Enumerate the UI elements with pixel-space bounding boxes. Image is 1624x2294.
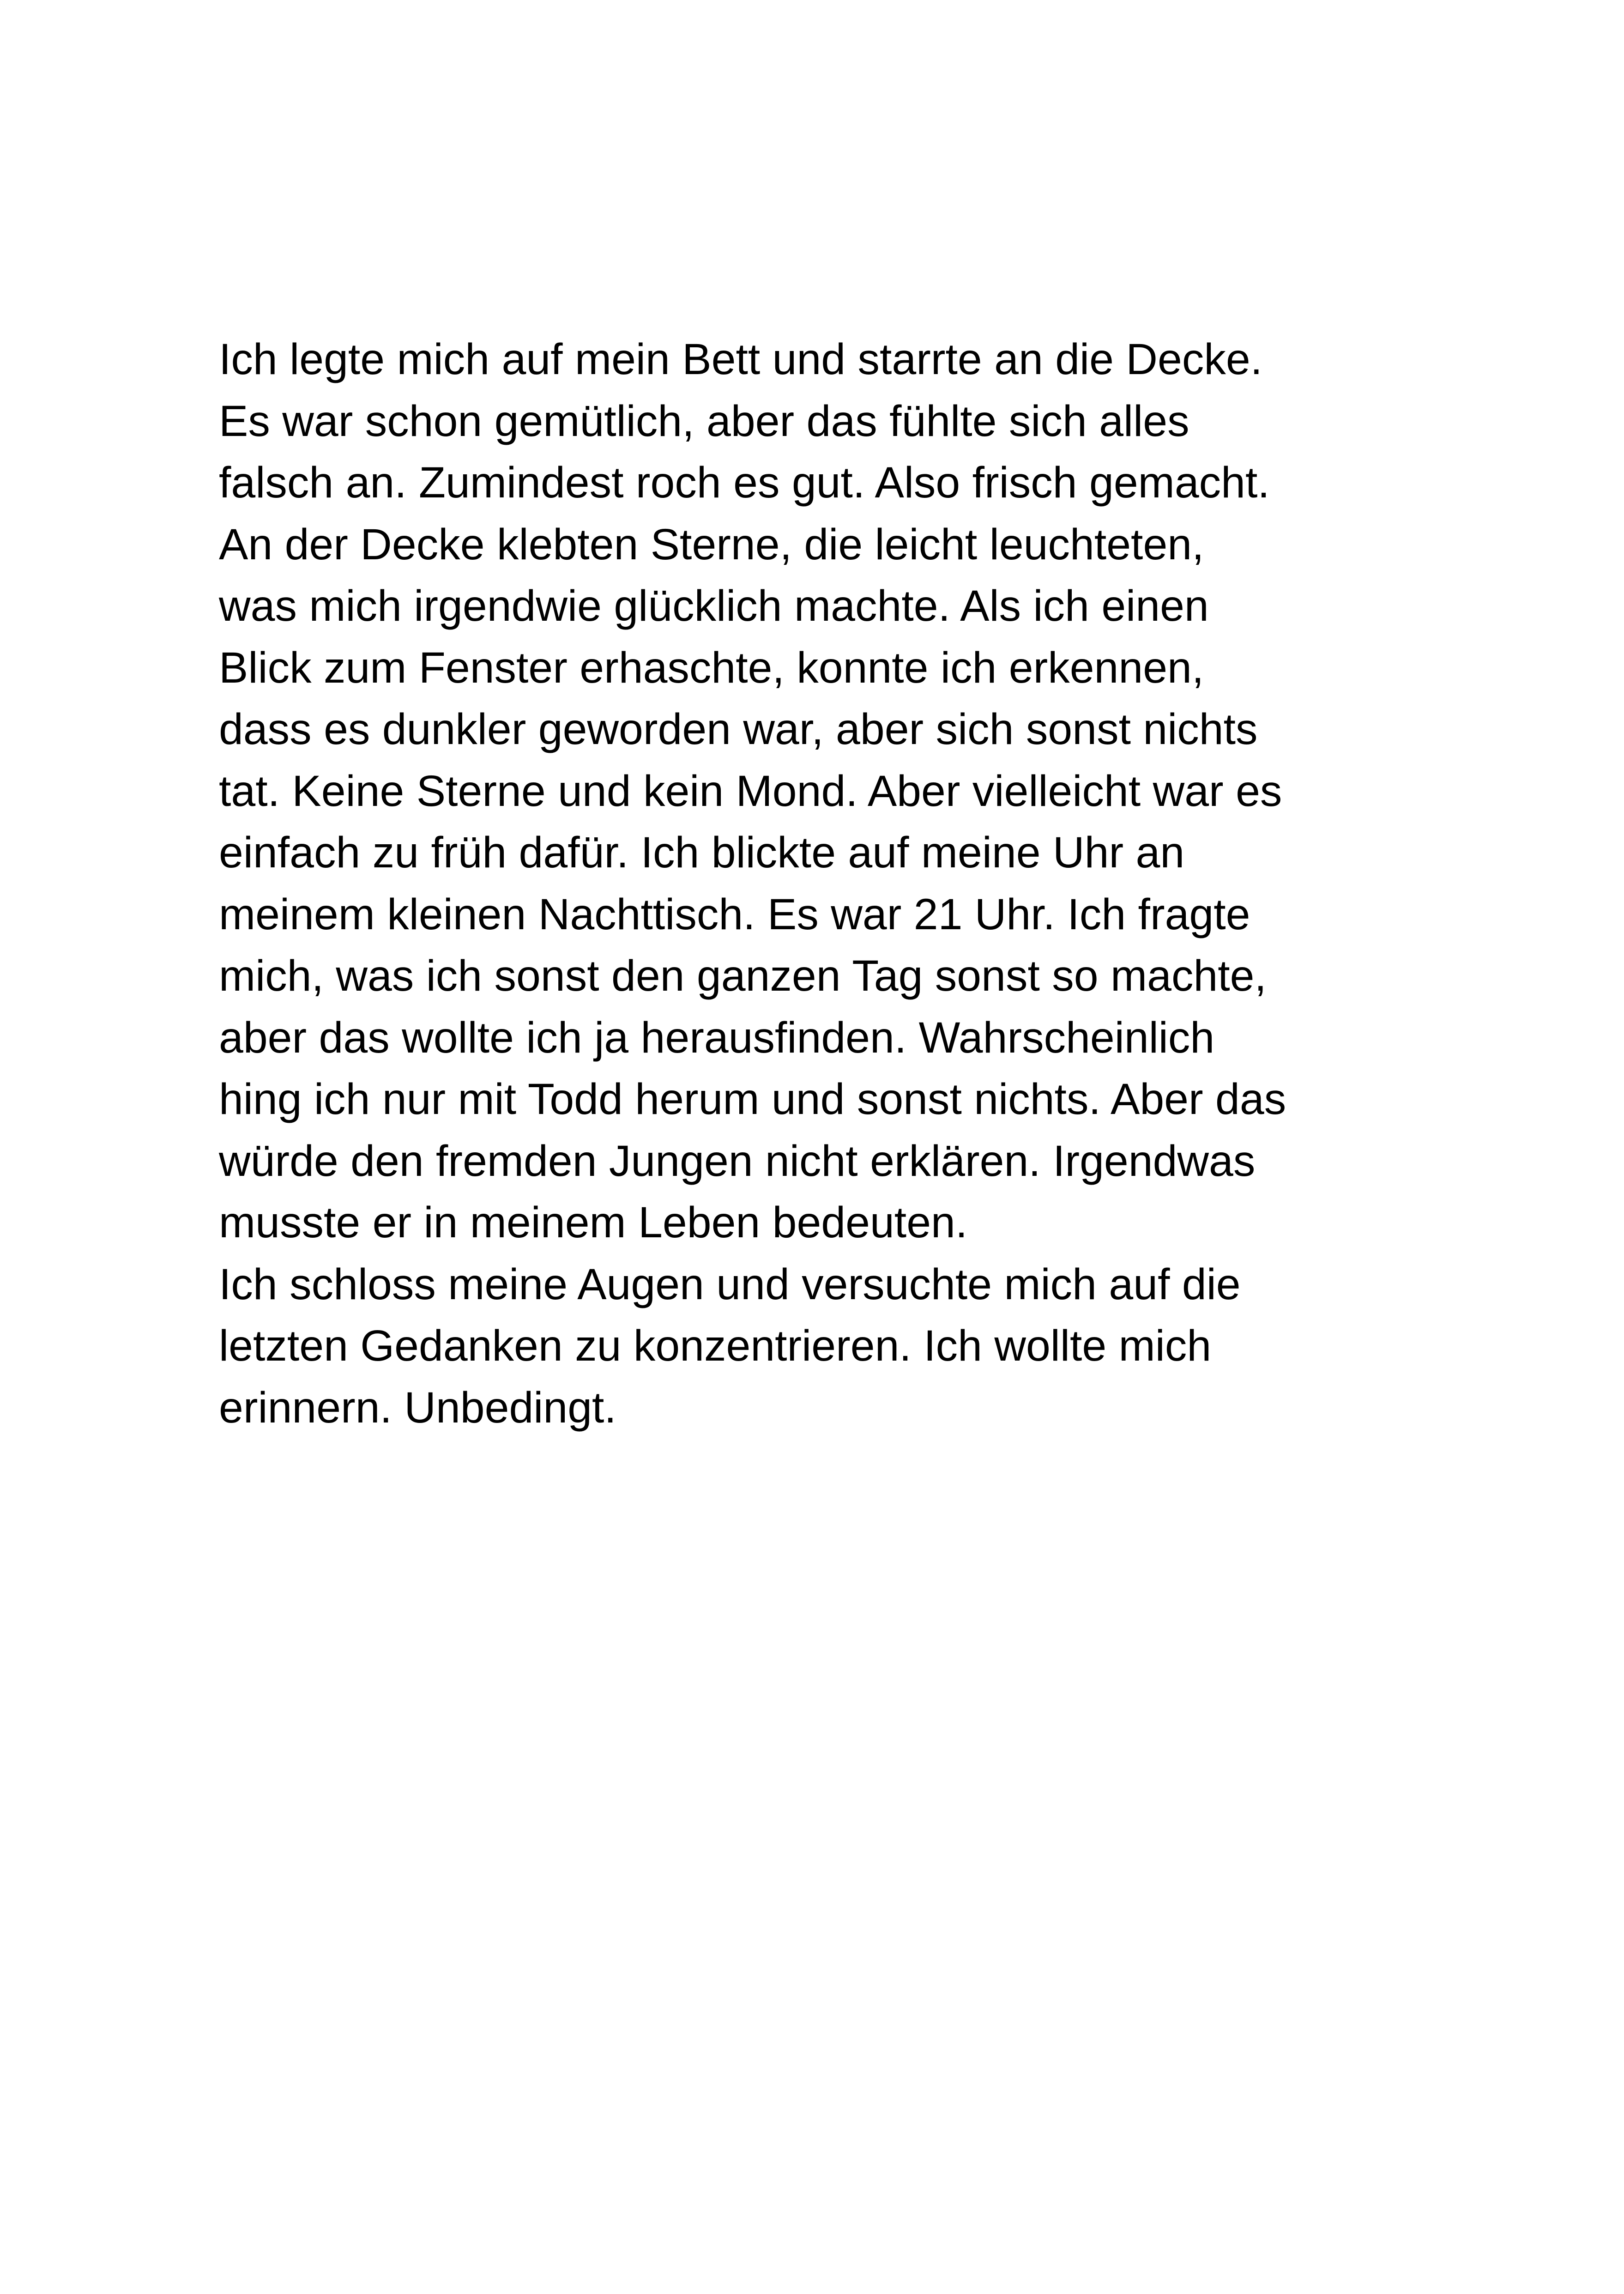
text-line-8: tat. Keine Sterne und kein Mond. Aber vielleicht war es [219, 766, 1282, 816]
body-text [219, 329, 1419, 1439]
text-line-13: hing ich nur mit Todd herum und sonst nichts. Aber das [219, 1075, 1286, 1124]
text-line-1: Ich legte mich auf mein Bett und starrte an die Decke. [219, 335, 1263, 384]
text-line-12: aber das wollte ich ja herausfinden. Wahrscheinlich [219, 1013, 1215, 1062]
text-line-4: An der Decke klebten Sterne, die leicht leuchteten, [219, 520, 1204, 569]
text-line-17: letzten Gedanken zu konzentrieren. Ich wollte mich [219, 1321, 1212, 1370]
text-line-10: meinem kleinen Nachttisch. Es war 21 Uhr. Ich fragte [219, 890, 1250, 939]
text-line-9: einfach zu früh dafür. Ich blickte auf meine Uhr an [219, 828, 1185, 877]
text-line-2: Es war schon gemütlich, aber das fühlte sich alles [219, 396, 1189, 446]
text-line-16: Ich schloss meine Augen und versuchte mich auf die [219, 1259, 1241, 1309]
text-line-15: musste er in meinem Leben bedeuten. [219, 1198, 968, 1247]
text-line-7: dass es dunkler geworden war, aber sich sonst nichts [219, 705, 1258, 754]
text-line-3: falsch an. Zumindest roch es gut. Also frisch gemacht. [219, 458, 1270, 507]
text-line-6: Blick zum Fenster erhaschte, konnte ich erkennen, [219, 643, 1204, 692]
text-line-18: erinnern. Unbedingt. [219, 1383, 616, 1432]
text-line-14: würde den fremden Jungen nicht erklären. Irgendwas [219, 1136, 1256, 1186]
text-line-11: mich, was ich sonst den ganzen Tag sonst so machte, [219, 951, 1267, 1000]
text-line-5: was mich irgendwie glücklich machte. Als ich einen [219, 581, 1209, 630]
